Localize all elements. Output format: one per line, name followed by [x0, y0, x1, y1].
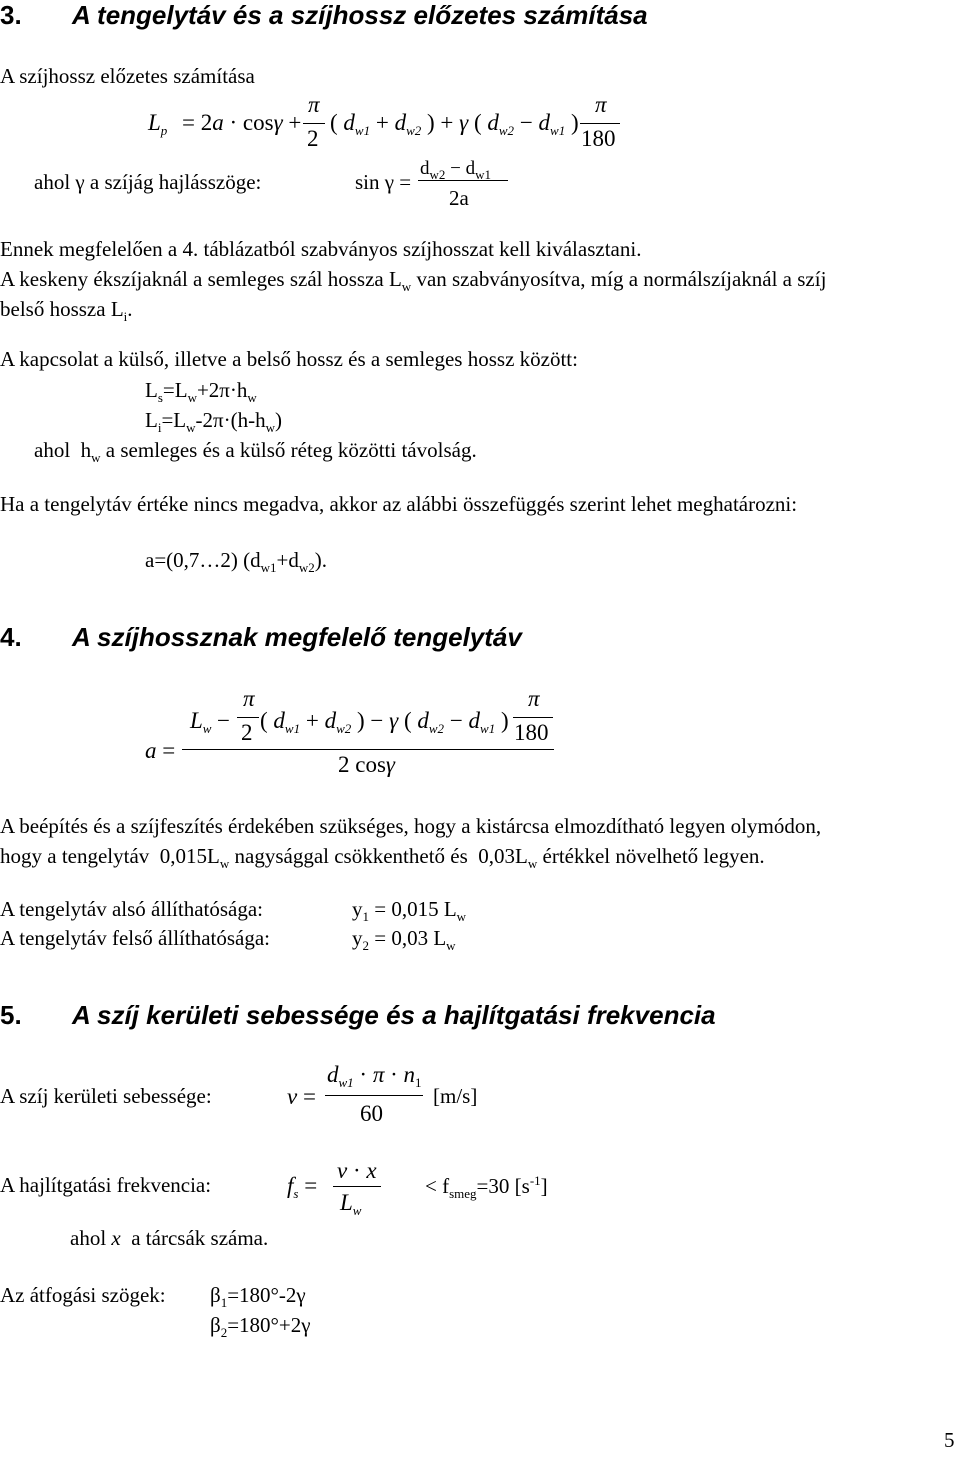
angles-label: Az átfogási szögek:: [0, 1283, 166, 1307]
section-4-number: 4.: [0, 622, 22, 652]
page-number: 5: [944, 1428, 955, 1452]
gamma-num: $d_{w2} - d_{w1}$: [420, 158, 491, 182]
speed-num: $d_{w1} \cdot \pi \cdot n_1$: [327, 1062, 422, 1090]
speed-unit: [m/s]: [433, 1084, 478, 1108]
angle-beta1: $\beta_1=180^\circ-2\gamma$: [210, 1283, 306, 1310]
eq4-pi2: π: [528, 686, 540, 711]
para2-note: ahol $h_w$ a semleges és a külső réteg közötti távolság.: [34, 438, 477, 465]
adjust-low-value: $y_1 = 0,015$ $L_w$: [352, 897, 467, 924]
freq-lhs: $f_s$ =: [287, 1173, 318, 1201]
para4-line1: A beépítés és a szíjfeszítés érdekében szükséges, hogy a kistárcsa elmozdítható legyen olymódon,: [0, 814, 822, 838]
angle-beta2: $\beta_2=180^\circ+2\gamma$: [210, 1313, 311, 1340]
eq1-pi: π: [308, 92, 320, 117]
eq4-mid: ( $d_{w1} + d_{w2}$ ) − γ ( $d_{w2} - d_{w1}$ ): [260, 708, 509, 736]
eq1-pi2: π: [595, 92, 607, 117]
para1-line2: A keskeny ékszíjaknál a semleges szál hossza $L_w$ van szabványosítva, míg a normálszíjaknál a szíj: [0, 267, 827, 294]
intro-label: A szíjhossz előzetes számítása: [0, 64, 255, 88]
eq4-180: 180: [514, 720, 549, 745]
freq-den: $L_w$: [340, 1190, 362, 1218]
para2-line1: A kapcsolat a külső, illetve a belső hossz és a semleges hossz között:: [0, 347, 578, 371]
speed-lhs: v =: [287, 1084, 316, 1109]
eq1-term: = 2a · cosγ +: [182, 110, 302, 135]
eq4-den: 2 cosγ: [338, 752, 395, 777]
eq1-180: 180: [581, 126, 616, 151]
eq1-lhs: $L_p$: [148, 110, 168, 138]
para3-eq: a=(0,7…2) $(d_{w1}+d_{w2})$.: [145, 548, 328, 575]
eq4-lw: $L_w$: [190, 708, 212, 736]
eq4-a: a =: [145, 738, 176, 763]
eq4-two: 2: [241, 720, 253, 745]
eq-ls: $L_s=L_w+2\pi\cdot h_w$: [145, 378, 257, 405]
adjust-high-value: $y_2 = 0,03$ $L_w$: [352, 926, 456, 953]
freq-label: A hajlítgatási frekvencia:: [0, 1173, 212, 1197]
adjust-low-label: A tengelytáv alsó állíthatósága:: [0, 897, 264, 921]
adjust-high-label: A tengelytáv felső állíthatósága:: [0, 926, 271, 950]
eq1-two: 2: [307, 126, 319, 151]
para1-line1: Ennek megfelelően a 4. táblázatból szabványos szíjhosszat kell kiválasztani.: [0, 237, 642, 261]
speed-den: 60: [360, 1101, 383, 1126]
para3-line1: Ha a tengelytáv értéke nincs megadva, akkor az alábbi összefüggés szerint lehet meghatározni:: [0, 492, 798, 516]
speed-label: A szíj kerületi sebessége:: [0, 1084, 212, 1108]
eq-li: $L_i=L_w-2\pi\cdot(h-h_w)$: [145, 408, 282, 435]
para4-line2: hogy a tengelytáv $0,015L_w$ nagysággal csökkenthető és $0,03L_w$ értékkel növelhető legyen.: [0, 844, 765, 871]
section-4-title: A szíjhossznak megfelelő tengelytáv: [72, 622, 522, 652]
section-3-number: 3.: [0, 0, 22, 30]
section-3-title: A tengelytáv és a szíjhossz előzetes számítása: [72, 0, 648, 30]
para1-line3: belső hossza $L_i$.: [0, 297, 133, 324]
freq-num: v · x: [337, 1158, 377, 1183]
eq4-pi: π: [243, 686, 255, 711]
section-5-number: 5.: [0, 1000, 22, 1030]
gamma-label: ahol γ a szíjág hajlásszöge:: [34, 170, 262, 194]
gamma-sin: sin γ =: [355, 170, 412, 194]
gamma-den: 2a: [449, 186, 469, 210]
freq-cond: < $f_{smeg}=30$ $[s^{-1}]$: [425, 1173, 548, 1201]
section-5-title: A szíj kerületi sebessége és a hajlítgatási frekvencia: [72, 1000, 716, 1030]
freq-note: ahol x a tárcsák száma.: [70, 1226, 269, 1250]
eq1-mid: ( $d_{w1} + d_{w2}$ ) + γ ( $d_{w2} - d_{w1}$ ): [330, 110, 579, 138]
